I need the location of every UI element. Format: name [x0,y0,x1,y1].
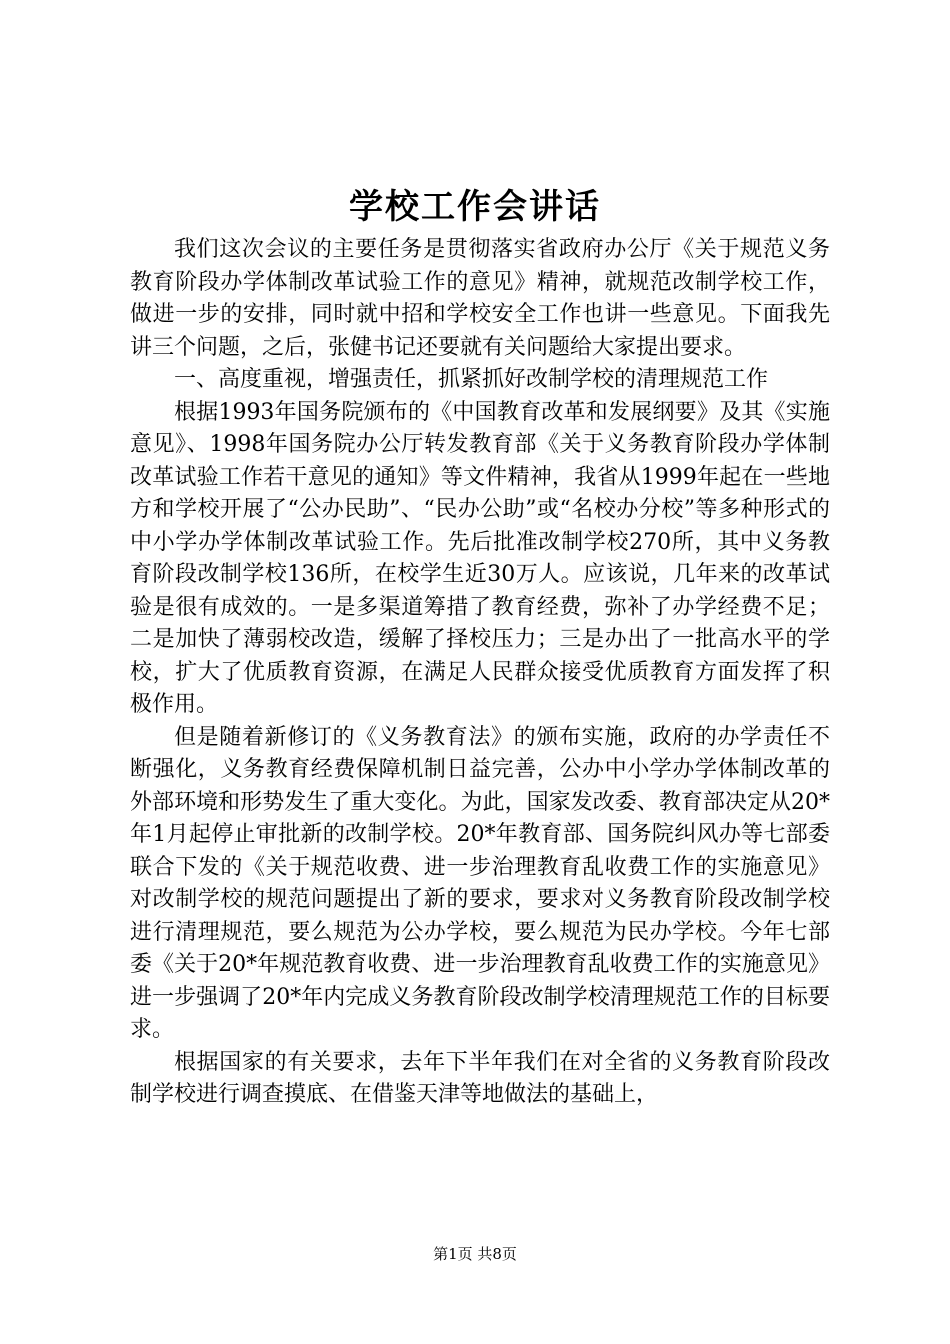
paragraph-background: 根据1993年国务院颁布的《中国教育改革和发展纲要》及其《实施意见》、1998年国务院办公厅转发教育部《关于义务教育阶段办学体制改革试验工作若干意见的通知》等文件精神，我省从1999年起在一些地方和学校开展了“公办民助”、“民办公助”或“名校办分校”等多种形式的中小学办学体制改革试验工作。先后批准改制学校270所，其中义务教育阶段改制学校136所，在校学生近30万人。应该说，几年来的改革试验是很有成效的。一是多渠道筹措了教育经费，弥补了办学经费不足；二是加快了薄弱校改造，缓解了择校压力；三是办出了一批高水平的学校，扩大了优质教育资源，在满足人民群众接受优质教育方面发挥了积极作用。 [130,399,830,717]
paragraph-policy-change: 但是随着新修订的《义务教育法》的颁布实施，政府的办学责任不断强化，义务教育经费保障机制日益完善，公办中小学办学体制改革的外部环境和形势发生了重大变化。为此，国家发改委、教育部决定从20*年1月起停止审批新的改制学校。20*年教育部、国务院纠风办等七部委联合下发的《关于规范收费、进一步治理教育乱收费工作的实施意见》对改制学校的规范问题提出了新的要求，要求对义务教育阶段改制学校进行清理规范，要么规范为公办学校，要么规范为民办学校。今年七部委《关于20*年规范教育收费、进一步治理教育乱收费工作的实施意见》进一步强调了20*年内完成义务教育阶段改制学校清理规范工作的目标要求。 [130,724,830,1042]
paragraph-intro: 我们这次会议的主要任务是贯彻落实省政府办公厅《关于规范义务教育阶段办学体制改革试验工作的意见》精神，就规范改制学校工作，做进一步的安排，同时就中招和学校安全工作也讲一些意见。下面我先讲三个问题，之后，张健书记还要就有关问题给大家提出要求。 [130,237,830,360]
page-footer: 第1页 共8页 [433,1245,517,1263]
paragraph-national-requirements: 根据国家的有关要求，去年下半年我们在对全省的义务教育阶段改制学校进行调查摸底、在借鉴天津等地做法的基础上， [130,1049,830,1107]
document-body [130,234,830,1112]
document-title: 学校工作会讲话 [349,187,601,227]
section-heading-1: 一、高度重视，增强责任，抓紧抓好改制学校的清理规范工作 [174,367,769,392]
